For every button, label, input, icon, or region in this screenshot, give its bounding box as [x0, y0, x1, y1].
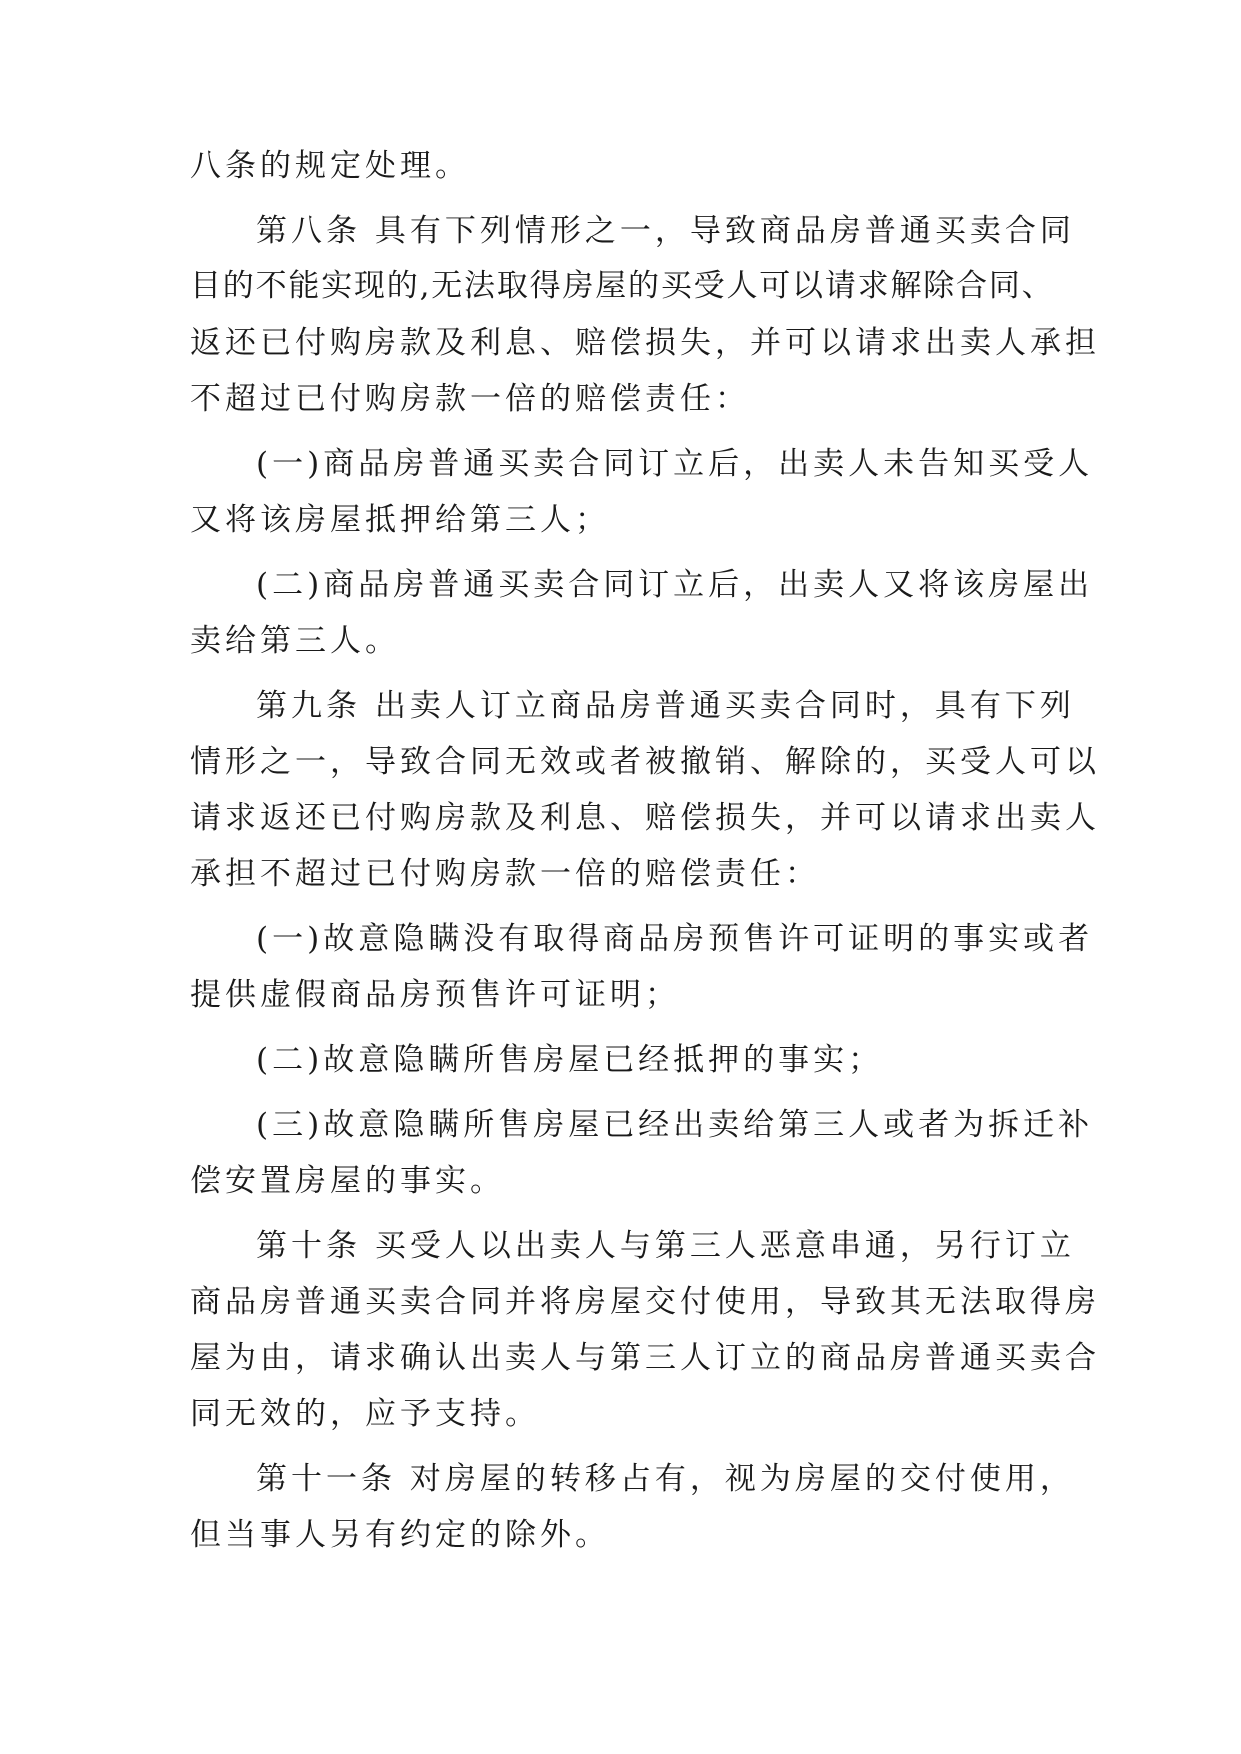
text-line: (三)故意隐瞒所售房屋已经出卖给第三人或者为拆迁补: [256, 1107, 1094, 1143]
text-line: 卖给第三人。: [190, 623, 400, 659]
text-line: 返还已付购房款及利息、赔偿损失，并可以请求出卖人承担: [190, 325, 1100, 361]
text-line: 提供虚假商品房预售许可证明；: [190, 977, 680, 1013]
text-line: 偿安置房屋的事实。: [190, 1163, 505, 1199]
text-line: 情形之一，导致合同无效或者被撤销、解除的，买受人可以: [190, 744, 1100, 780]
text-line: 第十一条 对房屋的转移占有，视为房屋的交付使用，: [256, 1461, 1075, 1497]
text-line: 承担不超过已付购房款一倍的赔偿责任：: [190, 856, 820, 892]
text-line: 第十条 买受人以出卖人与第三人恶意串通，另行订立: [256, 1228, 1075, 1264]
text-line: 屋为由，请求确认出卖人与第三人订立的商品房普通买卖合: [190, 1340, 1100, 1376]
text-line: 商品房普通买卖合同并将房屋交付使用，导致其无法取得房: [190, 1284, 1100, 1320]
text-line: 又将该房屋抵押给第三人；: [190, 502, 610, 538]
text-line: (二)故意隐瞒所售房屋已经抵押的事实；: [256, 1042, 884, 1078]
text-line: 不超过已付购房款一倍的赔偿责任：: [190, 381, 750, 417]
text-line: (一)商品房普通买卖合同订立后，出卖人未告知买受人: [256, 446, 1094, 482]
text-line: 第九条 出卖人订立商品房普通买卖合同时，具有下列: [256, 688, 1075, 724]
text-line: 同无效的，应予支持。: [190, 1396, 540, 1432]
text-line: 第八条 具有下列情形之一，导致商品房普通买卖合同: [256, 213, 1075, 249]
text-line: 但当事人另有约定的除外。: [190, 1517, 610, 1553]
text-line: (一)故意隐瞒没有取得商品房预售许可证明的事实或者: [256, 921, 1094, 957]
text-line: (二)商品房普通买卖合同订立后，出卖人又将该房屋出: [256, 567, 1094, 603]
text-line: 请求返还已付购房款及利息、赔偿损失，并可以请求出卖人: [190, 800, 1100, 836]
text-line: 目的不能实现的,无法取得房屋的买受人可以请求解除合同、: [190, 268, 1055, 304]
text-line: 八条的规定处理。: [190, 148, 470, 184]
